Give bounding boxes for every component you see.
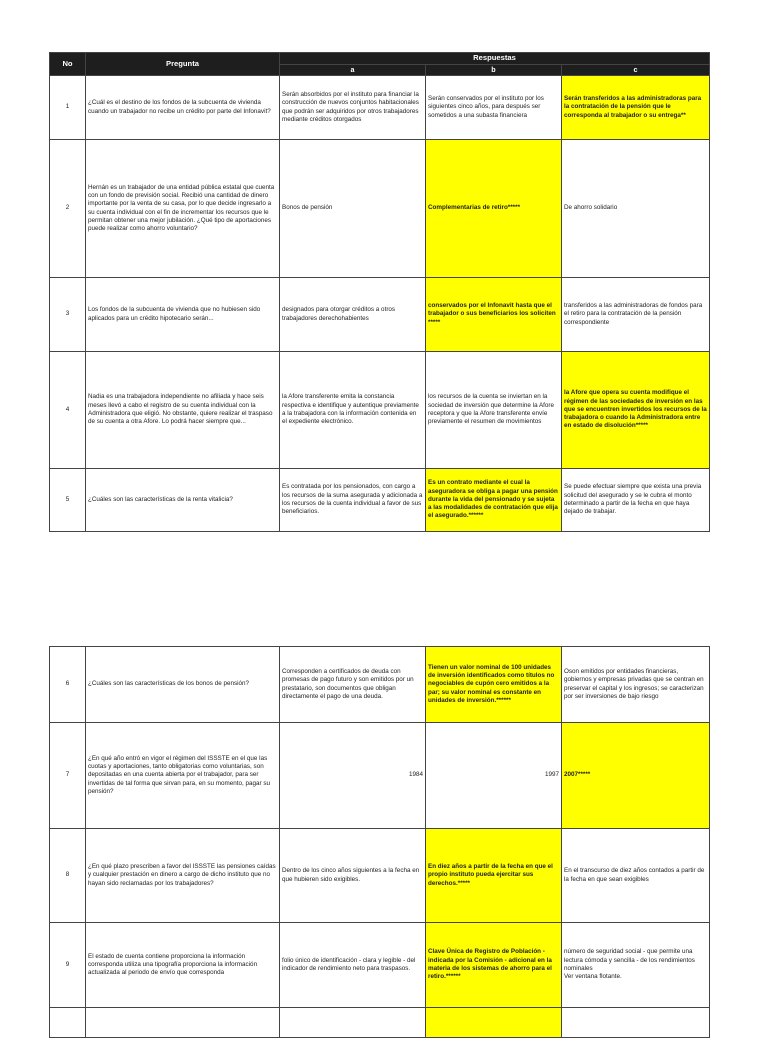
- quiz-table-top: [49, 52, 710, 532]
- answer-a-cell: Es contratada por los pensionados, con cargo a los recursos de la suma asegurada y adicionada a los recursos de la cuenta individual a favor de sus beneficiarios.: [280, 469, 426, 532]
- table-row: [50, 278, 710, 352]
- header-answers: Respuestas: [280, 53, 710, 65]
- answer-c-cell: [562, 1008, 710, 1038]
- row-number: [50, 1008, 86, 1038]
- answer-b-cell: Complementarias de retiro*****: [426, 140, 562, 278]
- question-cell: Los fondos de la subcuenta de vivienda que no hubiesen sido aplicados para un crédito hipotecario serán...: [86, 278, 280, 352]
- question-cell: El estado de cuenta contiene proporciona la información corresponda utiliza una tipografía proporciona la información actualizada al periodo de envío que corresponda: [86, 923, 280, 1008]
- answer-b-cell: Clave Única de Registro de Población - indicada por la Comisión - adicional en la materia de los sistemas de ahorro para el retiro.******: [426, 923, 562, 1008]
- row-number: 9: [50, 923, 86, 1008]
- answer-a-cell: Bonos de pensión: [280, 140, 426, 278]
- answer-b-cell: 1997: [426, 723, 562, 829]
- row-number: 3: [50, 278, 86, 352]
- answer-c-cell: De ahorro solidario: [562, 140, 710, 278]
- answer-c-cell: la Afore que opera su cuenta modifique el régimen de las sociedades de inversión en las que se encuentren invertidos los recursos de la trabajadora o cuando la Administradora entre en estado de disolución*****: [562, 352, 710, 469]
- row-number: 1: [50, 76, 86, 140]
- table-row: [50, 1008, 710, 1038]
- answer-b-cell: Tienen un valor nominal de 100 unidades de inversión identificados como títulos no negociables de cupón cero emitidos a la par; su valor nominal es constante en unidades de inversión.******: [426, 647, 562, 723]
- answer-c-cell: Oson emitidos por entidades financieras, gobiernos y empresas privadas que se centran en preservar el capital y los ingresos; se caracterizan por ser inversiones de bajo riesgo: [562, 647, 710, 723]
- question-cell: Hernán es un trabajador de una entidad pública estatal que cuenta con un fondo de previsión social. Recibió una cantidad de dinero importante por la venta de su casa, por lo que decide ingresarlo a su cuenta individual con el fin de incrementar los recursos que le permitan obtener una mejor jubilación. ¿Qué tipo de aportaciones puede realizar como ahorro voluntario?: [86, 140, 280, 278]
- answer-c-cell: En el transcurso de diez años contados a partir de la fecha en que sean exigibles: [562, 829, 710, 923]
- header-col-a: a: [280, 65, 426, 76]
- table-row: [50, 469, 710, 532]
- answer-c-cell: transferidos a las administradoras de fondos para el retiro para la contratación de la pensión correspondiente: [562, 278, 710, 352]
- row-number: 4: [50, 352, 86, 469]
- answer-a-cell: [280, 1008, 426, 1038]
- row-number: 7: [50, 723, 86, 829]
- question-cell: ¿En qué plazo prescriben a favor del ISSSTE las pensiones caídas y cualquier prestación en dinero a cargo de dicho instituto que no hayan sido reclamadas por los trabajadores?: [86, 829, 280, 923]
- answer-b-cell: conservados por el Infonavit hasta que el trabajador o sus beneficiarios los soliciten *****: [426, 278, 562, 352]
- header-col-b: b: [426, 65, 562, 76]
- table-row: [50, 829, 710, 923]
- header-col-c: c: [562, 65, 710, 76]
- answer-a-cell: designados para otorgar créditos a otros trabajadores derechohabientes: [280, 278, 426, 352]
- answer-b-cell: [426, 1008, 562, 1038]
- question-cell: ¿En qué año entró en vigor el régimen del ISSSTE en el que las cuotas y aportaciones, tanto obligatorias como voluntarias, son depositadas en una cuenta abierta por el trabajador, para ser invertidas de tal forma que sirvan para, en su momento, pagar su pensión?: [86, 723, 280, 829]
- question-cell: Nadia es una trabajadora independiente no afiliada y hace seis meses llevó a cabo el registro de su cuenta individual con la Administradora que eligió. No obstante, quiere realizar el traspaso de su cuenta a otra Afore. Lo podrá hacer siempre que...: [86, 352, 280, 469]
- quiz-table-bottom: [49, 646, 710, 1038]
- answer-c-cell: 2007*****: [562, 723, 710, 829]
- table-row: [50, 352, 710, 469]
- answer-a-cell: Serán absorbidos por el instituto para financiar la construcción de nuevos conjuntos habitacionales que podrán ser adquiridos por otros trabajadores mediante créditos otorgados: [280, 76, 426, 140]
- table-row: [50, 647, 710, 723]
- table-row: [50, 140, 710, 278]
- question-cell: ¿Cuáles son las características de la renta vitalicia?: [86, 469, 280, 532]
- header-question: Pregunta: [86, 53, 280, 76]
- header-no: No: [50, 53, 86, 76]
- answer-c-cell: Serán transferidos a las administradoras para la contratación de la pensión que le corresponda al trabajador o su entrega**: [562, 76, 710, 140]
- table-row: [50, 923, 710, 1008]
- answer-b-cell: En diez años a partir de la fecha en que el propio instituto pueda ejercitar sus derechos.*****: [426, 829, 562, 923]
- answer-a-cell: Corresponden a certificados de deuda con promesas de pago futuro y son emitidos por un prestatario, son documentos que obligan directamente el pago de una deuda.: [280, 647, 426, 723]
- answer-c-cell: Se puede efectuar siempre que exista una previa solicitud del asegurado y se le cubra el monto determinado a partir de la fecha en que haya dejado de trabajar.: [562, 469, 710, 532]
- row-number: 2: [50, 140, 86, 278]
- question-cell: ¿Cuáles son las características de los bonos de pensión?: [86, 647, 280, 723]
- answer-b-cell: Serán conservados por el instituto por los siguientes cinco años, para después ser sometidos a una subasta financiera: [426, 76, 562, 140]
- answer-a-cell: la Afore transferente emita la constancia respectiva e identifique y autentique previamente a la trabajadora con la información contenida en el expediente electrónico.: [280, 352, 426, 469]
- question-cell: [86, 1008, 280, 1038]
- answer-b-cell: los recursos de la cuenta se inviertan en la sociedad de inversión que determine la Afore receptora y que la Afore transferente envíe previamente el resumen de movimientos: [426, 352, 562, 469]
- answer-a-cell: Dentro de los cinco años siguientes a la fecha en que hubieren sido exigibles.: [280, 829, 426, 923]
- answer-b-cell: Es un contrato mediante el cual la aseguradora se obliga a pagar una pensión durante la vida del pensionado y se sujeta a las modalidades de contratación que elija el asegurado.******: [426, 469, 562, 532]
- table-row: [50, 76, 710, 140]
- row-number: 5: [50, 469, 86, 532]
- row-number: 6: [50, 647, 86, 723]
- answer-a-cell: folio único de identificación - clara y legible - del indicador de rendimiento neto para traspasos.: [280, 923, 426, 1008]
- answer-c-cell: número de seguridad social - que permite una lectura cómoda y sencilla - de los rendimientos nominales Ver ventana flotante.: [562, 923, 710, 1008]
- row-number: 8: [50, 829, 86, 923]
- question-cell: ¿Cuál es el destino de los fondos de la subcuenta de vivienda cuando un trabajador no recibe un crédito por parte del Infonavit?: [86, 76, 280, 140]
- table-row: [50, 723, 710, 829]
- answer-a-cell: 1984: [280, 723, 426, 829]
